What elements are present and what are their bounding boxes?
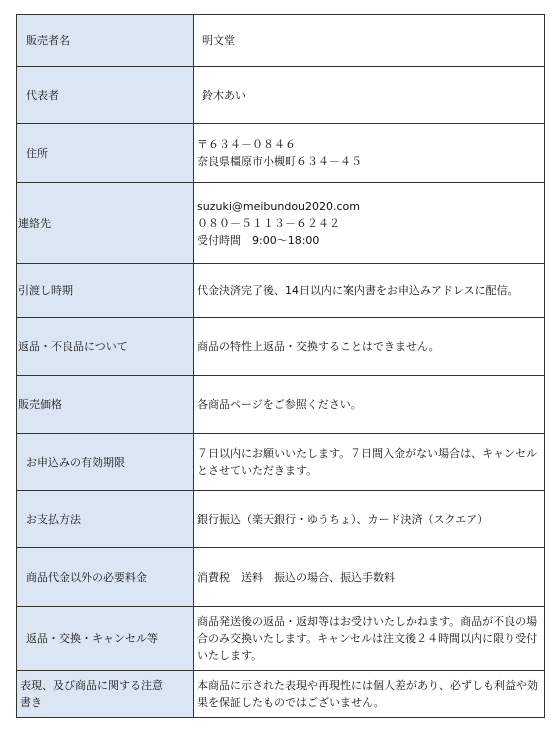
row-value: 本商品に示された表現や再現性には個人差があり、必ずしも利益や効果を保証したものではございません。 xyxy=(194,671,545,718)
table-row xyxy=(17,67,545,124)
row-label: 返品・不良品について xyxy=(17,318,194,376)
row-value: 消費税 送料 振込の場合、振込手数料 xyxy=(194,548,545,607)
row-value: ７日以内にお願いいたします。７日間入金がない場合は、キャンセルとさせていただきます。 xyxy=(194,434,545,491)
table-row xyxy=(17,376,545,434)
row-value: 明文堂 xyxy=(194,15,545,67)
row-value: 商品発送後の返品・返却等はお受けいたしかねます。商品が不良の場合のみ交換いたします。キャンセルは注文後２４時間以内に限り受付いたします。 xyxy=(194,607,545,671)
table-row xyxy=(17,183,545,264)
row-label: お申込みの有効期限 xyxy=(17,434,194,491)
row-label: 返品・交換・キャンセル等 xyxy=(17,607,194,671)
tokushoho-table-container xyxy=(16,14,545,718)
row-label: お支払方法 xyxy=(17,491,194,548)
table-row xyxy=(17,548,545,607)
row-label: 商品代金以外の必要料金 xyxy=(17,548,194,607)
table-row xyxy=(17,671,545,718)
row-label: 販売者名 xyxy=(17,15,194,67)
row-value: 鈴木あい xyxy=(194,67,545,124)
row-label: 住所 xyxy=(17,124,194,183)
tokushoho-table xyxy=(16,14,545,718)
table-row xyxy=(17,434,545,491)
row-value: suzuki@meibundou2020.com ０８０－５１１３－６２４２ 受付時間 9:00～18:00 xyxy=(194,183,545,264)
row-value: 〒６３４－０８４６ 奈良県橿原市小槻町６３４－４５ xyxy=(194,124,545,183)
row-value: 銀行振込（楽天銀行・ゆうちょ）、カード決済（スクエア） xyxy=(194,491,545,548)
row-value: 商品の特性上返品・交換することはできません。 xyxy=(194,318,545,376)
table-row xyxy=(17,607,545,671)
row-label: 連絡先 xyxy=(17,183,194,264)
table-row xyxy=(17,318,545,376)
row-label: 表現、及び商品に関する注意書き xyxy=(17,671,194,718)
row-label: 引渡し時期 xyxy=(17,264,194,318)
table-row xyxy=(17,264,545,318)
row-label: 代表者 xyxy=(17,67,194,124)
table-row xyxy=(17,15,545,67)
row-value: 代金決済完了後、14日以内に案内書をお申込みアドレスに配信。 xyxy=(194,264,545,318)
row-value: 各商品ページをご参照ください。 xyxy=(194,376,545,434)
table-row xyxy=(17,491,545,548)
row-label: 販売価格 xyxy=(17,376,194,434)
table-row xyxy=(17,124,545,183)
